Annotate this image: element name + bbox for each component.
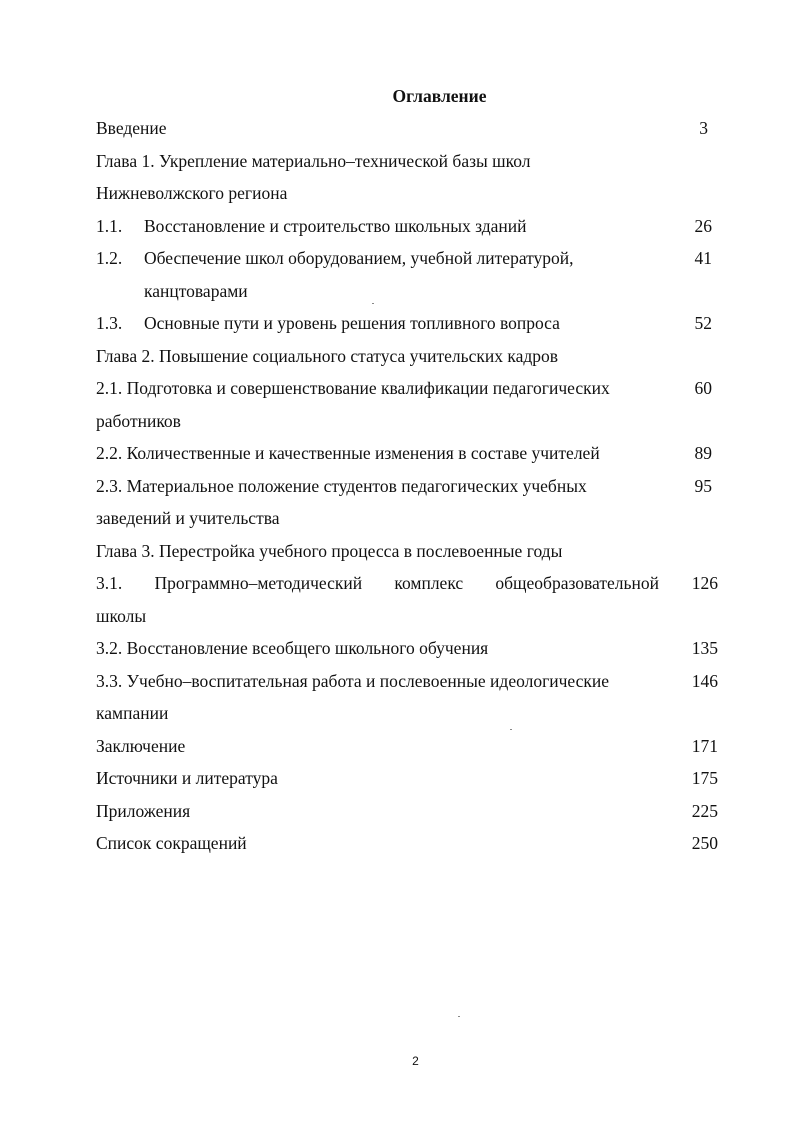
toc-entry-page: 175 <box>691 768 718 788</box>
toc-entry-label: Введение <box>96 118 167 138</box>
toc-entry-label: заведений и учительства <box>96 508 280 528</box>
toc-entry-label: Приложения <box>96 800 191 821</box>
toc-entry-conclusion <box>96 730 720 763</box>
scan-speck <box>372 303 374 304</box>
toc-entry-3-3 <box>96 665 720 698</box>
toc-entry-page: 126 <box>691 573 718 593</box>
toc-entry-intro <box>96 112 720 145</box>
toc-entry-label <box>96 567 659 600</box>
toc-entry-3-3-continued <box>96 697 720 730</box>
section-number: 1.3. <box>96 313 123 333</box>
toc-entry-label: 2.1. Подготовка и совершенствование квалификации педагогических <box>96 378 610 398</box>
toc-entry-page: 250 <box>691 833 718 853</box>
toc-entry-label: 3.2. Восстановление всеобщего школьного обучения <box>96 638 489 658</box>
toc-chapter-1 <box>96 145 720 178</box>
toc-entry-2-3 <box>96 470 720 503</box>
toc-entry-label: Глава 1. Укрепление материально–технической базы школ <box>96 150 531 171</box>
toc-entry-label: Глава 2. Повышение социального статуса учительских кадров <box>96 345 559 366</box>
toc-entry-word: общеобразовательной <box>495 573 659 593</box>
toc-entry-label: школы <box>96 605 147 626</box>
toc-entry-word: Программно–методический <box>154 573 363 593</box>
toc-entry-label: Глава 3. Перестройка учебного процесса в послевоенные годы <box>96 540 563 561</box>
toc-chapter-2 <box>96 340 720 373</box>
scan-speck <box>510 729 512 730</box>
toc-entry-3-1-continued <box>96 600 720 633</box>
toc-entry-label: кампании <box>96 703 169 723</box>
toc-chapter-3 <box>96 535 720 568</box>
toc-entry-label: Источники и литература <box>96 768 278 788</box>
toc-entry-page: 26 <box>694 215 712 236</box>
toc-chapter-1-continued <box>96 177 720 210</box>
toc-entry-label: 3.3. Учебно–воспитательная работа и послевоенные идеологические <box>96 670 610 691</box>
toc-entry-1-3 <box>96 307 720 340</box>
toc-entry-label: Основные пути и уровень решения топливного вопроса <box>144 313 560 333</box>
toc-entry-2-1-continued <box>96 405 720 438</box>
toc-entry-label: 2.3. Материальное положение студентов педагогических учебных <box>96 475 587 496</box>
toc-entry-page: 52 <box>694 313 712 333</box>
toc-entry-appendices <box>96 795 720 828</box>
toc-entry-1-2-continued <box>96 275 720 308</box>
toc-entry-page: 95 <box>694 475 712 496</box>
toc-entry-page: 60 <box>694 378 712 398</box>
toc-entry-label: Восстановление и строительство школьных зданий <box>144 215 527 236</box>
toc-entry-1-1 <box>96 210 720 243</box>
toc-entry-page: 41 <box>694 248 712 268</box>
toc-entry-word: 3.1. <box>96 573 123 593</box>
toc-entry-label: Заключение <box>96 735 186 756</box>
toc-entry-label: канцтоварами <box>144 280 248 301</box>
toc-entry-word: комплекс <box>394 573 464 593</box>
toc-entry-page: 225 <box>691 800 718 821</box>
section-number: 1.2. <box>96 248 123 268</box>
toc-entry-page: 89 <box>694 443 712 463</box>
scan-speck <box>458 1016 460 1017</box>
toc-entry-3-1 <box>96 567 720 600</box>
toc-entry-label: Нижневолжского региона <box>96 183 288 203</box>
toc-entry-label: 2.2. Количественные и качественные изменения в составе учителей <box>96 443 600 463</box>
toc-entry-2-1 <box>96 372 720 405</box>
section-number: 1.1. <box>96 215 123 236</box>
page-number: 2 <box>412 1054 419 1068</box>
toc-entry-1-2 <box>96 242 720 275</box>
toc-entry-label: работников <box>96 410 181 431</box>
toc-entry-page: 135 <box>691 638 718 658</box>
toc-entry-2-3-continued <box>96 502 720 535</box>
toc-entry-2-2 <box>96 437 720 470</box>
toc-entry-abbreviations <box>96 827 720 860</box>
toc-entry-page: 3 <box>699 118 708 138</box>
table-of-contents <box>96 112 720 860</box>
toc-entry-label: Обеспечение школ оборудованием, учебной литературой, <box>144 248 574 268</box>
toc-entry-page: 171 <box>691 735 718 756</box>
toc-entry-page: 146 <box>691 670 718 691</box>
toc-entry-sources <box>96 762 720 795</box>
toc-title: Оглавление <box>392 86 487 106</box>
toc-entry-3-2 <box>96 632 720 665</box>
toc-entry-label: Список сокращений <box>96 833 247 853</box>
